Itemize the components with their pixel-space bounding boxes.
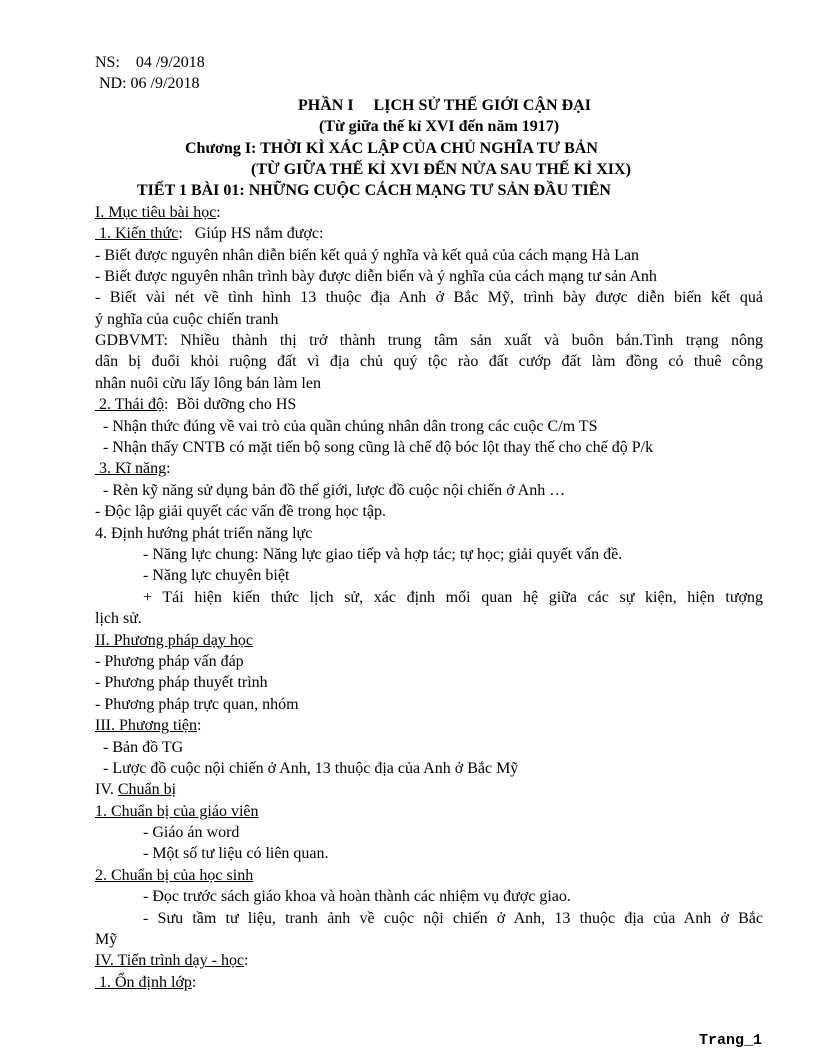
student-prep-item-1: - Đọc trước sách giáo khoa và hoàn thành các nhiệm vụ được giao. xyxy=(143,888,571,906)
process-item-1-label: 1. Ổn định lớp xyxy=(95,973,192,991)
section-preparation xyxy=(95,779,763,800)
student-prep-item-2a: - Sưu tầm tư liệu, tranh ảnh về cuộc nội chiến ở Anh, 13 thuộc địa của Anh ở Bắc xyxy=(143,909,763,927)
methods-item-2: - Phương pháp thuyết trình xyxy=(95,674,268,692)
competency-item-3b: lịch sử. xyxy=(95,610,142,628)
process-item-1 xyxy=(95,972,763,993)
student-prep-title: 2. Chuẩn bị của học sinh xyxy=(95,866,254,884)
skills-item-1: - Rèn kỹ năng sử dụng bản đồ thế giới, lược đồ cuộc nội chiến ở Anh … xyxy=(95,481,566,499)
section-process xyxy=(95,950,763,971)
attitude-label: 2. Thái độ xyxy=(95,396,165,414)
env-edu-line-3: nhân nuôi cừu lấy lông bán làm len xyxy=(95,374,321,392)
document-page xyxy=(95,52,763,993)
knowledge-item-3b: ý nghĩa của cuộc chiến tranh xyxy=(95,310,279,328)
colon: : xyxy=(216,203,221,221)
skills-heading xyxy=(95,458,763,479)
competency-heading: 4. Định hướng phát triển năng lực xyxy=(95,524,313,542)
colon: : xyxy=(197,717,202,735)
section-process-title: IV. Tiến trình dạy - học xyxy=(95,952,245,970)
teacher-prep-item-2: - Một số tư liệu có liên quan. xyxy=(143,845,329,863)
skills-item-2: - Độc lập giải quyết các vấn đề trong học tập. xyxy=(95,503,386,521)
chapter-subtitle: (TỪ GIỮA THẾ KỈ XVI ĐẾN NỬA SAU THẾ KỈ XIX) xyxy=(251,160,631,178)
section-means-title: III. Phương tiện xyxy=(95,717,198,735)
competency-item-3a: + Tái hiện kiến thức lịch sử, xác định mối quan hệ giữa các sự kiện, hiện tượng xyxy=(143,588,763,606)
section-objectives-title: I. Mục tiêu bài học xyxy=(95,203,217,221)
means-item-2: - Lược đồ cuộc nội chiến ở Anh, 13 thuộc địa của Anh ở Bắc Mỹ xyxy=(95,759,519,777)
section-preparation-prefix: IV. xyxy=(95,781,118,799)
knowledge-rest: : Giúp HS nắm được: xyxy=(178,225,324,243)
knowledge-item-2: - Biết được nguyên nhân trình bày được diễn biến và ý nghĩa của cách mạng tư sản Anh xyxy=(95,267,657,285)
date-nd: ND: 06 /9/2018 xyxy=(95,75,200,93)
competency-item-2: - Năng lực chuyên biệt xyxy=(143,567,290,585)
section-preparation-title: Chuẩn bị xyxy=(117,781,177,799)
section-means xyxy=(95,715,763,736)
page-number: Trang_1 xyxy=(698,1032,762,1049)
colon: : xyxy=(191,973,197,991)
colon: : xyxy=(244,952,249,970)
competency-item-1: - Năng lực chung: Năng lực giao tiếp và hợp tác; tự học; giải quyết vấn đề. xyxy=(143,545,623,563)
env-edu-line-1: GDBVMT: Nhiều thành thị trở thành trung tâm sản xuất và buôn bán.Tình trạng nông xyxy=(95,332,763,350)
part-title: PHẦN I LỊCH SỬ THẾ GIỚI CẬN ĐẠI xyxy=(298,96,591,114)
methods-item-3: - Phương pháp trực quan, nhóm xyxy=(95,695,299,713)
student-prep-item-2b: Mỹ xyxy=(95,931,118,949)
skills-rest: : xyxy=(166,460,171,478)
skills-label: 3. Kĩ năng xyxy=(95,460,167,478)
env-edu-line-2: dân bị đuổi khỏi ruộng đất vì địa chủ quý tộc rào đất cướp đất làm đồng cỏ thuê công xyxy=(95,353,763,371)
knowledge-item-1: - Biết được nguyên nhân diễn biến kết quả ý nghĩa và kết quả của cách mạng Hà Lan xyxy=(95,246,640,264)
section-methods-title: II. Phương pháp dạy học xyxy=(95,631,253,649)
knowledge-heading xyxy=(95,223,763,244)
teacher-prep-title: 1. Chuẩn bị của giáo viên xyxy=(95,802,259,820)
teacher-prep-item-1: - Giáo án word xyxy=(143,824,240,842)
section-objectives xyxy=(95,202,763,223)
date-ns: NS: 04 /9/2018 xyxy=(95,54,205,71)
part-subtitle: (Từ giữa thế kỉ XVI đến năm 1917) xyxy=(319,118,560,136)
chapter-title: Chương I: THỜI KÌ XÁC LẬP CỦA CHỦ NGHĨA TƯ BẢN xyxy=(185,139,598,157)
means-item-1: - Bản đồ TG xyxy=(95,738,184,756)
lesson-title: TIẾT 1 BÀI 01: NHỮNG CUỘC CÁCH MẠNG TƯ SẢN ĐẦU TIÊN xyxy=(137,182,611,200)
attitude-item-2: - Nhận thấy CNTB có mặt tiến bộ song cũng là chế độ bóc lột thay thế cho chế độ P/k xyxy=(95,439,654,457)
attitude-rest: : Bồi dưỡng cho HS xyxy=(164,396,297,414)
knowledge-item-3a: - Biết vài nét về tình hình 13 thuộc địa Anh ở Bắc Mỹ, trình bày được diễn biến kết quả xyxy=(95,289,763,307)
attitude-item-1: - Nhận thức đúng về vai trò của quần chúng nhân dân trong các cuộc C/m TS xyxy=(95,417,598,435)
knowledge-label: 1. Kiến thức xyxy=(95,225,179,243)
attitude-heading xyxy=(95,394,763,415)
methods-item-1: - Phương pháp vấn đáp xyxy=(95,652,244,670)
